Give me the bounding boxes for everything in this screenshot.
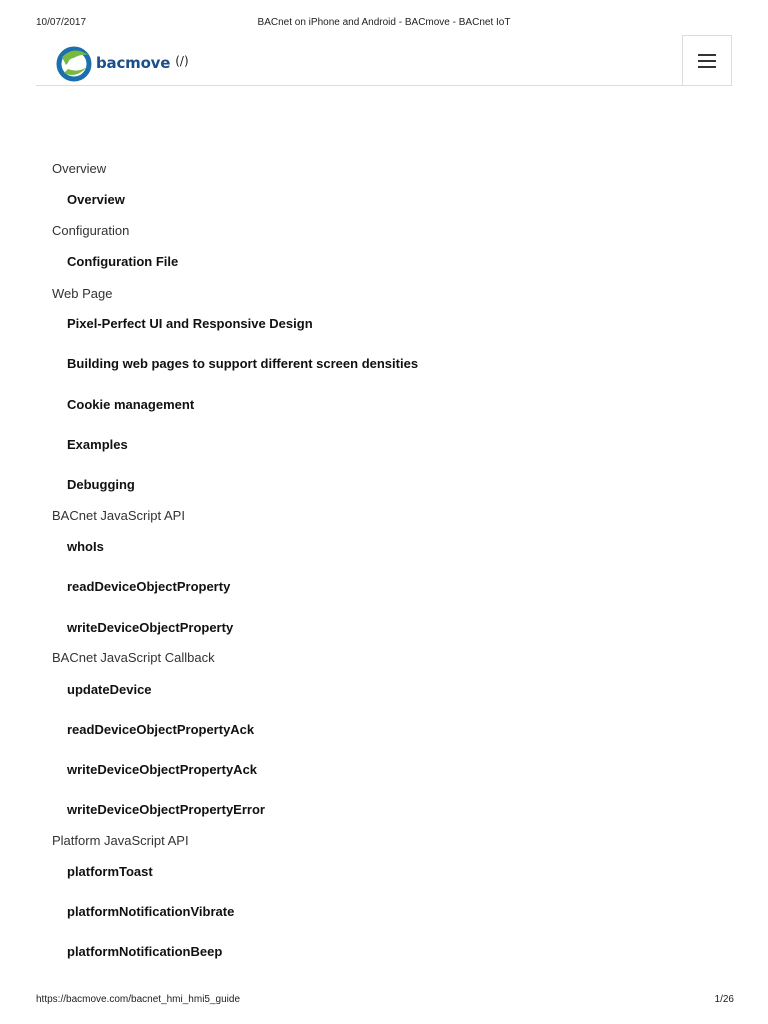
print-page-title: BACnet on iPhone and Android - BACmove - BACnet IoT: [257, 17, 511, 28]
toc-link-read-device-object-property[interactable]: readDeviceObjectProperty: [67, 579, 231, 594]
toc-section-js-api: BACnet JavaScript API: [52, 508, 185, 523]
brand-name: bacmove: [96, 54, 171, 72]
toc-link-write-property-error[interactable]: writeDeviceObjectPropertyError: [67, 802, 265, 817]
toc-section-configuration: Configuration: [52, 223, 130, 238]
bacmove-logo-icon: [54, 43, 94, 83]
print-footer: [0, 994, 768, 1008]
toc-section-overview: Overview: [52, 161, 107, 176]
toc-link-write-device-object-property[interactable]: writeDeviceObjectProperty: [67, 620, 234, 635]
toc-link-pixel-perfect[interactable]: Pixel-Perfect UI and Responsive Design: [67, 316, 313, 331]
toc-link-platform-toast[interactable]: platformToast: [67, 864, 153, 879]
toc-link-screen-densities[interactable]: Building web pages to support different screen densities: [67, 356, 419, 371]
toc-link-platform-vibrate[interactable]: platformNotificationVibrate: [67, 904, 235, 919]
toc-section-js-callback: BACnet JavaScript Callback: [52, 650, 215, 665]
brand-link-text: (/): [175, 54, 189, 68]
toc-section-web-page: Web Page: [52, 286, 113, 301]
toc-link-read-property-ack[interactable]: readDeviceObjectPropertyAck: [67, 722, 255, 737]
toc-link-cookie-management[interactable]: Cookie management: [67, 397, 195, 412]
brand-home-link[interactable]: [54, 43, 189, 83]
toc-link-platform-beep[interactable]: platformNotificationBeep: [67, 944, 223, 959]
print-date: 10/07/2017: [36, 17, 87, 28]
toc-link-examples[interactable]: Examples: [67, 437, 128, 452]
print-url: https://bacmove.com/bacnet_hmi_hmi5_guide: [36, 994, 241, 1005]
toc-section-platform-api: Platform JavaScript API: [52, 833, 189, 848]
toc-link-whois[interactable]: whoIs: [67, 539, 104, 554]
print-header: [0, 17, 768, 31]
toc-link-update-device[interactable]: updateDevice: [67, 682, 152, 697]
toc-link-overview[interactable]: Overview: [67, 192, 125, 207]
page-number: 1/26: [714, 994, 734, 1005]
hamburger-menu-icon: [698, 54, 718, 69]
navbar: [36, 34, 732, 86]
toc-link-configuration-file[interactable]: Configuration File: [67, 254, 179, 269]
toc-link-write-property-ack[interactable]: writeDeviceObjectPropertyAck: [67, 762, 258, 777]
menu-toggle-button[interactable]: [682, 35, 732, 85]
toc-link-debugging[interactable]: Debugging: [67, 477, 135, 492]
